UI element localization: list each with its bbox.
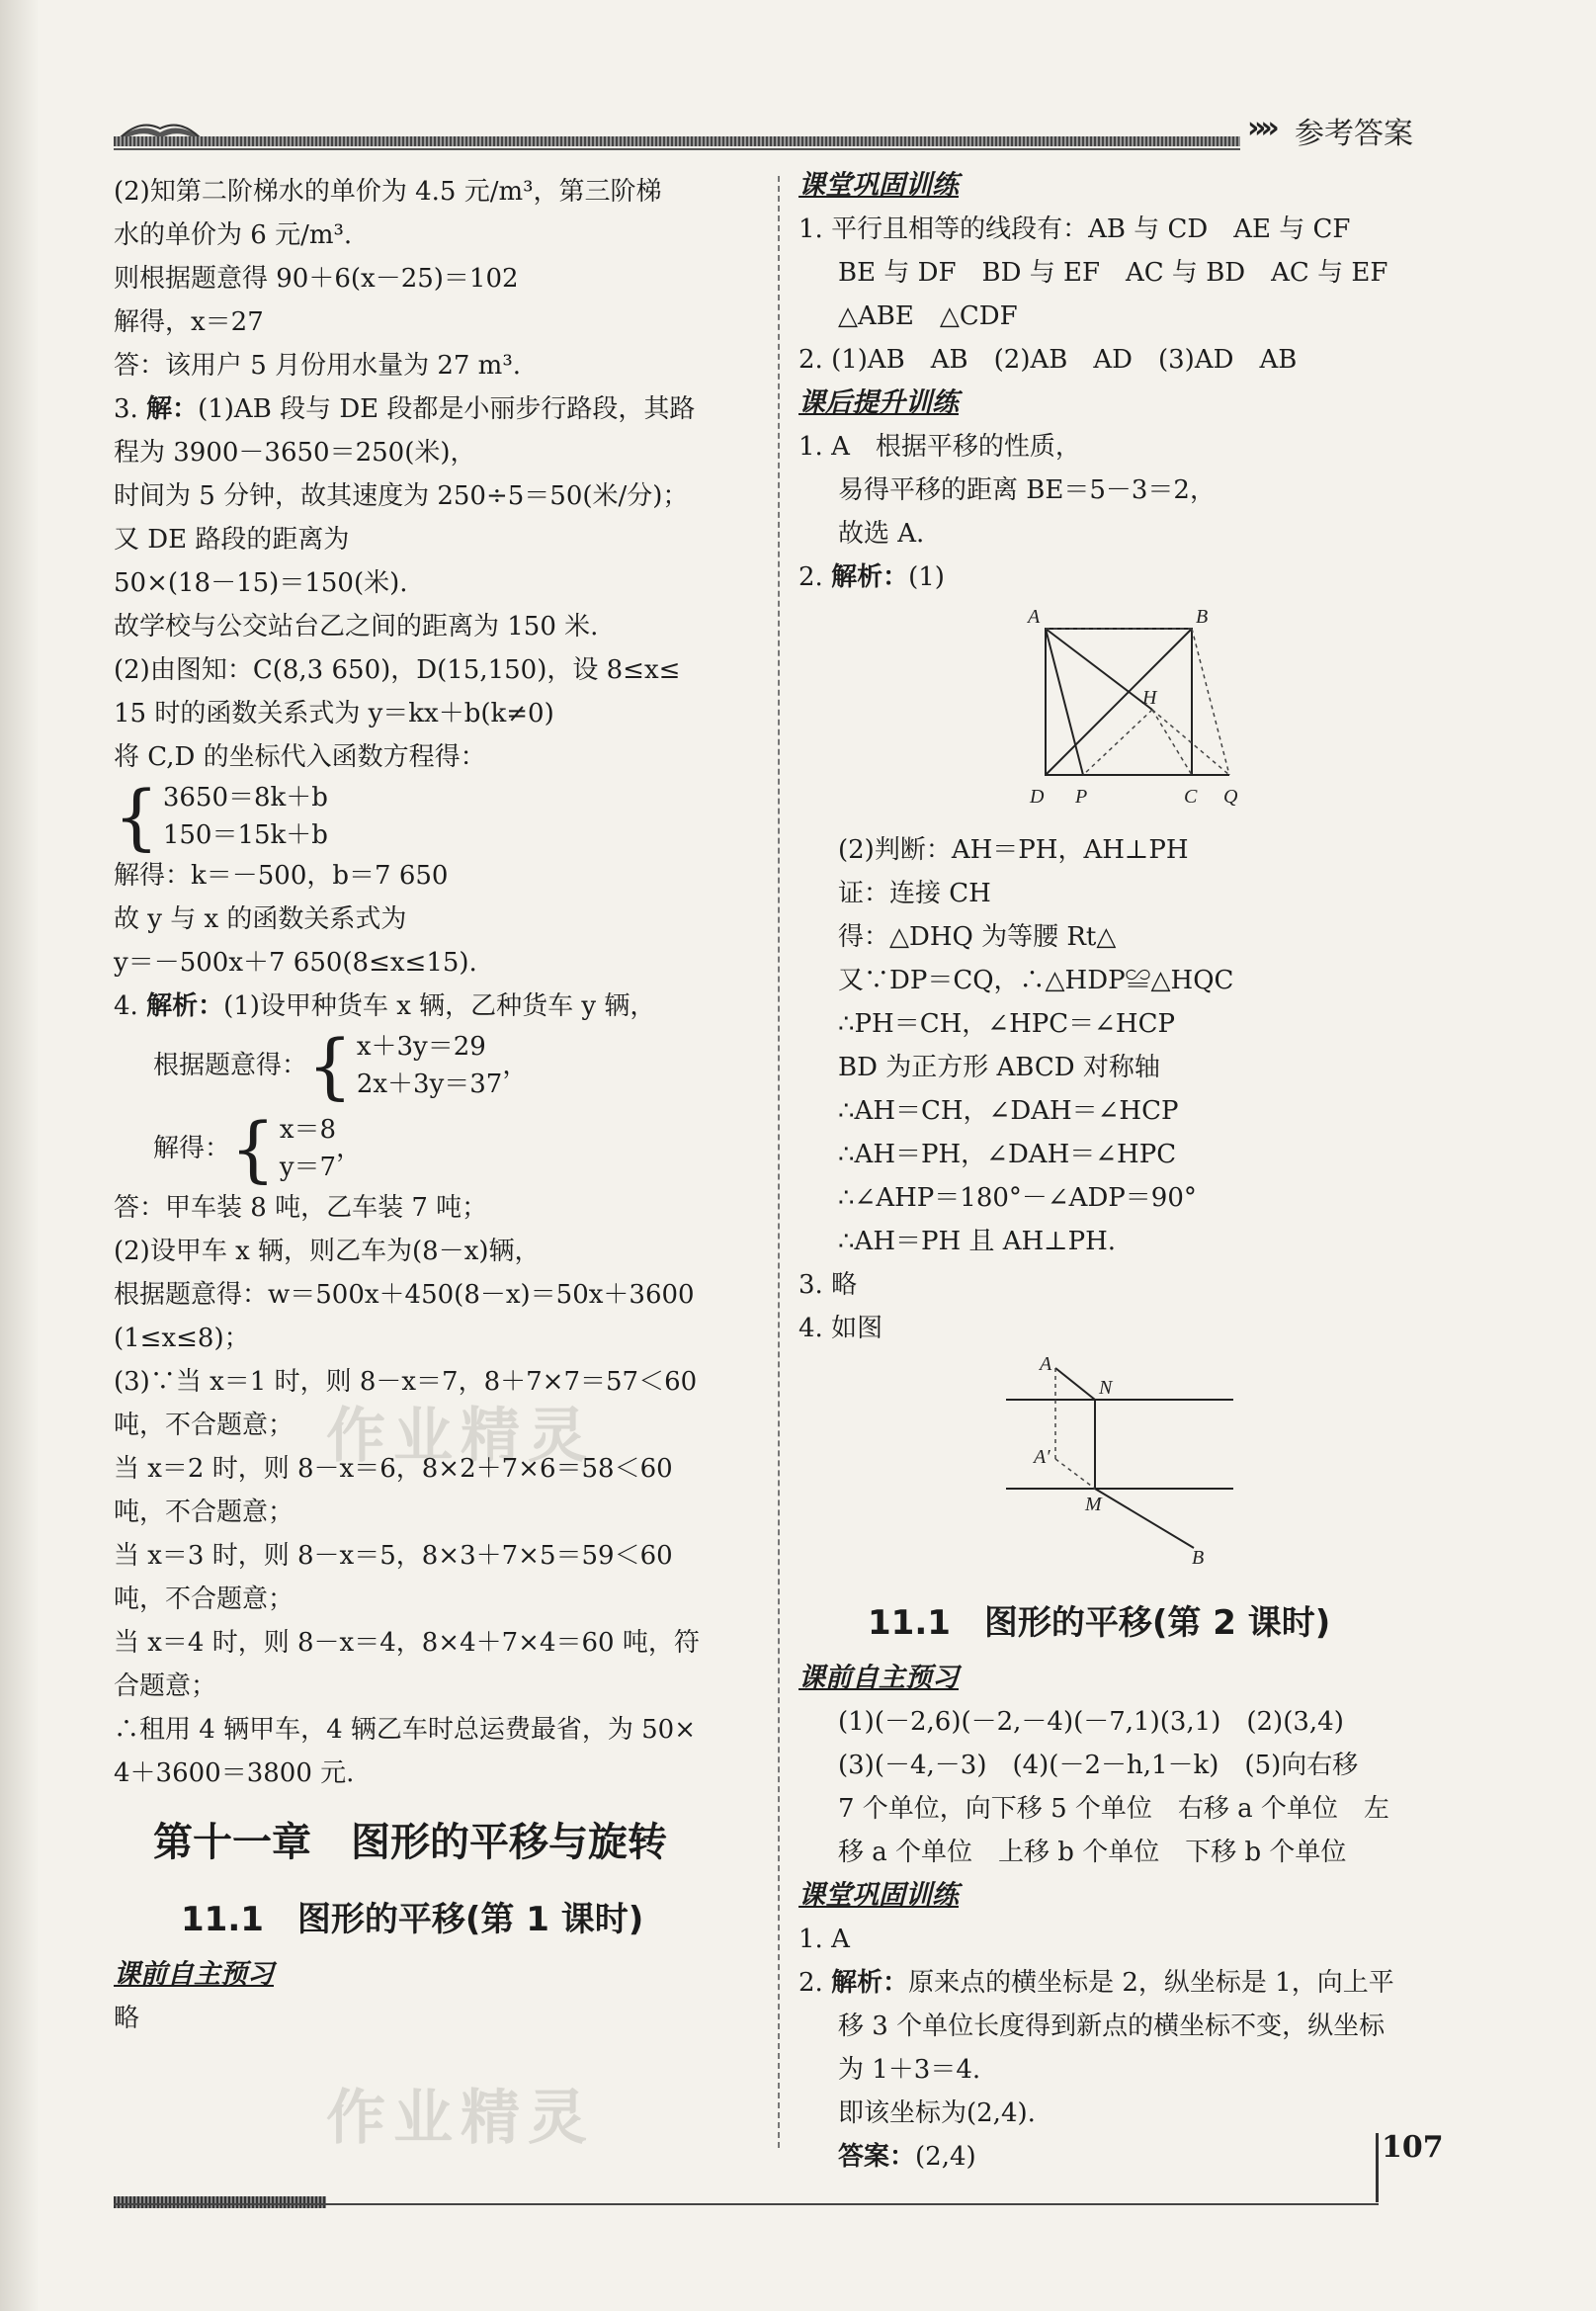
- label-a-prime: A′: [1034, 1446, 1050, 1468]
- system-tail: ，: [336, 1134, 363, 1163]
- equation-lines: [357, 1028, 503, 1103]
- translation-figure: [996, 1350, 1253, 1568]
- right-block-2: [798, 425, 1443, 599]
- label-d: D: [1030, 786, 1045, 808]
- text-line: 吨，不合题意；: [114, 1584, 294, 1614]
- text-line: (2)判断：AH＝PH，AH⊥PH: [838, 835, 1189, 865]
- text-line: BD 为正方形 ABCD 对称轴: [838, 1053, 1160, 1082]
- text-line: ∴AH＝PH，∠DAH＝∠HPC: [838, 1140, 1177, 1169]
- class-answers: [798, 1918, 1443, 2179]
- system-label: 解得：: [153, 1134, 231, 1163]
- text-line: 时间为 5 分钟，故其速度为 250÷5＝50(米/分)；: [114, 481, 689, 511]
- text-line: 解得：k＝－500，b＝7 650: [114, 861, 449, 891]
- equation-system-3: [114, 1107, 758, 1190]
- section-heading-text: 课堂巩固训练: [798, 170, 959, 201]
- equation-line: x＝8: [279, 1115, 337, 1145]
- footer-line: [114, 2203, 1379, 2205]
- section-heading: [114, 1953, 758, 1997]
- text-line: 50×(18－15)＝150(米).: [114, 568, 408, 598]
- text-line: 水的单价为 6 元/m³.: [114, 220, 353, 250]
- left-block-2: [114, 854, 758, 1028]
- equation-system-2: [114, 1024, 758, 1107]
- text-line: (3)∵当 x＝1 时，则 8－x＝7，8＋7×7＝57＜60: [114, 1367, 698, 1397]
- label-a: A: [1040, 1353, 1052, 1375]
- segment-hc: [1152, 710, 1192, 775]
- text-line: 又 DE 路段的距离为: [114, 525, 350, 555]
- text-line: 7 个单位，向下移 5 个单位 右移 a 个单位 左: [838, 1794, 1389, 1824]
- text-line: (3)(－4,－3) (4)(－2－h,1－k) (5)向右移: [838, 1751, 1359, 1780]
- text-line: 答：甲车装 8 吨，乙车装 7 吨；: [114, 1193, 488, 1223]
- text-line: ∴AH＝CH，∠DAH＝∠HCP: [838, 1096, 1179, 1126]
- system-tail: ，: [502, 1051, 529, 1080]
- label-p: P: [1075, 786, 1088, 808]
- system-label: 根据题意得：: [153, 1051, 308, 1080]
- segment-an: [1055, 1368, 1095, 1400]
- text-line: 又∵DP＝CQ，∴△HDP≌△HQC: [838, 966, 1234, 995]
- equation-line: x＋3y＝29: [356, 1032, 486, 1062]
- lesson-title: 11.1 图形的平移(第 2 课时): [868, 1603, 1331, 1643]
- text-line: 解得，x＝27: [114, 307, 264, 337]
- page-shadow: [0, 0, 40, 2311]
- footer-divider: [1376, 2133, 1379, 2202]
- text-line: 答案：(2,4): [838, 2142, 976, 2172]
- preview-answers: [798, 1700, 1443, 1874]
- text-line: 2. 解析：(1): [798, 562, 945, 592]
- text-line: 吨，不合题意；: [114, 1498, 294, 1527]
- text-line: 当 x＝2 时，则 8－x＝6，8×2＋7×6＝58＜60: [114, 1454, 673, 1484]
- text-line: 合题意；: [114, 1671, 217, 1701]
- section-heading-text: 课后提升训练: [798, 387, 959, 418]
- text-line: △ABE △CDF: [838, 301, 1018, 331]
- text-line: BE 与 DF BD 与 EF AC 与 BD AC 与 EF: [838, 258, 1388, 288]
- text-line: (2)设甲车 x 辆，则乙车为(8－x)辆，: [114, 1237, 541, 1266]
- label-c: C: [1184, 786, 1198, 808]
- text-line: 吨，不合题意；: [114, 1411, 294, 1440]
- text-line: 1. A: [798, 1925, 850, 1954]
- text-line: 易得平移的距离 BE＝5－3＝2，: [838, 475, 1216, 505]
- segment-am: [1055, 1459, 1095, 1489]
- section-heading: [798, 382, 1443, 425]
- section-heading: [798, 1874, 1443, 1918]
- right-block-3: [798, 828, 1443, 1350]
- text-line: 得：△DHQ 为等腰 Rt△: [838, 922, 1117, 952]
- label-b: B: [1196, 607, 1209, 628]
- section-heading-text: 课前自主预习: [798, 1663, 959, 1693]
- header-title: 参考答案: [1295, 117, 1413, 151]
- section-heading: [798, 164, 1443, 208]
- equation-lines: [163, 779, 328, 854]
- text-line: 移 a 个单位 上移 b 个单位 下移 b 个单位: [838, 1838, 1347, 1867]
- page-number: 107: [1382, 2130, 1444, 2165]
- text-line: 为 1＋3＝4.: [838, 2055, 981, 2085]
- square-figure: [1026, 607, 1283, 814]
- text-line: (1)(－2,6)(－2,－4)(－7,1)(3,1) (2)(3,4): [838, 1707, 1344, 1737]
- equation-lines: [280, 1111, 336, 1186]
- right-column: [798, 164, 1443, 2179]
- segment-bq: [1192, 629, 1229, 775]
- text-line: 15 时的函数关系式为 y＝kx＋b(k≠0): [114, 699, 554, 728]
- brace: {: [114, 775, 159, 858]
- text-line: ∴AH＝PH 且 AH⊥PH.: [838, 1227, 1117, 1256]
- brace: {: [230, 1107, 276, 1190]
- segment-ah: [1046, 629, 1152, 710]
- left-block-3: [114, 1186, 758, 1795]
- text-line: 即该坐标为(2,4).: [838, 2098, 1036, 2128]
- header-rule-thin: [114, 148, 1240, 150]
- equation-system-1: [114, 775, 758, 858]
- label-m: M: [1085, 1494, 1102, 1515]
- text-line: 故 y 与 x 的函数关系式为: [114, 904, 407, 934]
- section-heading: [798, 1657, 1443, 1700]
- text-line: 4. 如图: [798, 1314, 883, 1343]
- equation-line: 2x＋3y＝37: [356, 1070, 503, 1099]
- section-heading-text: 课堂巩固训练: [798, 1880, 959, 1911]
- text-line: 故学校与公交站台乙之间的距离为 150 米.: [114, 612, 599, 642]
- text-line: 2. 解析：原来点的横坐标是 2，纵坐标是 1，向上平: [798, 1968, 1394, 1998]
- segment-ap: [1046, 629, 1083, 775]
- column-divider: [778, 176, 780, 2148]
- label-n: N: [1099, 1377, 1113, 1399]
- text-line: ∴租用 4 辆甲车，4 辆乙车时总运费最省，为 50×: [114, 1715, 697, 1745]
- text-line: 1. 平行且相等的线段有：AB 与 CD AE 与 CF: [798, 214, 1351, 244]
- equation-line: y＝7: [279, 1153, 337, 1182]
- text-line: ∴PH＝CH，∠HPC＝∠HCP: [838, 1009, 1175, 1039]
- text-line: 1. A 根据平移的性质，: [798, 432, 1081, 462]
- text-line: 4. 解析：(1)设甲种货车 x 辆，乙种货车 y 辆，: [114, 991, 656, 1021]
- segment-hp: [1083, 710, 1152, 775]
- watermark: 作业精灵: [326, 2084, 595, 2153]
- text-line: 根据题意得：w＝500x＋450(8－x)＝50x＋3600: [114, 1280, 695, 1310]
- lesson-title: 11.1 图形的平移(第 1 课时): [181, 1900, 644, 1939]
- text-line: 将 C,D 的坐标代入函数方程得：: [114, 742, 486, 772]
- text-line: 2. (1)AB AB (2)AB AD (3)AD AB: [798, 345, 1298, 375]
- text-line: (1≤x≤8)；: [114, 1324, 250, 1353]
- segment-mb: [1095, 1489, 1194, 1548]
- text-line: 4＋3600＝3800 元.: [114, 1758, 355, 1788]
- text-line: 证：连接 CH: [838, 879, 991, 908]
- text-line: 则根据题意得 90＋6(x－25)＝102: [114, 264, 519, 294]
- brace: {: [307, 1024, 353, 1107]
- left-column: [114, 170, 758, 2040]
- equation-line: 3650＝8k＋b: [162, 783, 328, 813]
- header-rule: [114, 136, 1240, 146]
- right-block-1: [798, 208, 1443, 382]
- section-heading-text: 课前自主预习: [114, 1959, 274, 1990]
- watermark: 作业精灵: [326, 1402, 595, 1471]
- answer-text: 略: [114, 2004, 140, 2033]
- text-line: 当 x＝3 时，则 8－x＝5，8×3＋7×5＝59＜60: [114, 1541, 673, 1571]
- text-line: 3. 略: [798, 1270, 858, 1300]
- text-line: 3. 解：(1)AB 段与 DE 段都是小丽步行路段，其路: [114, 394, 696, 424]
- text-line: ∴∠AHP＝180°－∠ADP＝90°: [838, 1183, 1197, 1213]
- diagonal-db: [1046, 629, 1192, 775]
- label-q: Q: [1223, 786, 1238, 808]
- label-b: B: [1192, 1547, 1205, 1568]
- text-line: y＝－500x＋7 650(8≤x≤15).: [114, 948, 477, 978]
- equation-line: 150＝15k＋b: [162, 820, 328, 850]
- text-line: (2)由图知：C(8,3 650)，D(15,150)，设 8≤x≤: [114, 655, 681, 685]
- text-line: 当 x＝4 时，则 8－x＝4，8×4＋7×4＝60 吨，符: [114, 1628, 700, 1658]
- footer-rule: [114, 2196, 326, 2208]
- text-line: 答：该用户 5 月份用水量为 27 m³.: [114, 351, 522, 381]
- text-line: (2)知第二阶梯水的单价为 4.5 元/m³，第三阶梯: [114, 177, 662, 207]
- left-block-1: [114, 170, 758, 779]
- chapter-title: 第十一章 图形的平移与旋转: [153, 1820, 667, 1865]
- label-a: A: [1028, 607, 1041, 628]
- text-line: 移 3 个单位长度得到新点的横坐标不变，纵坐标: [838, 2011, 1386, 2041]
- text-line: 故选 A.: [838, 519, 925, 549]
- text-line: 程为 3900－3650＝250(米)，: [114, 438, 476, 468]
- label-h: H: [1142, 687, 1157, 709]
- header-arrows-icon: »»: [1247, 111, 1274, 145]
